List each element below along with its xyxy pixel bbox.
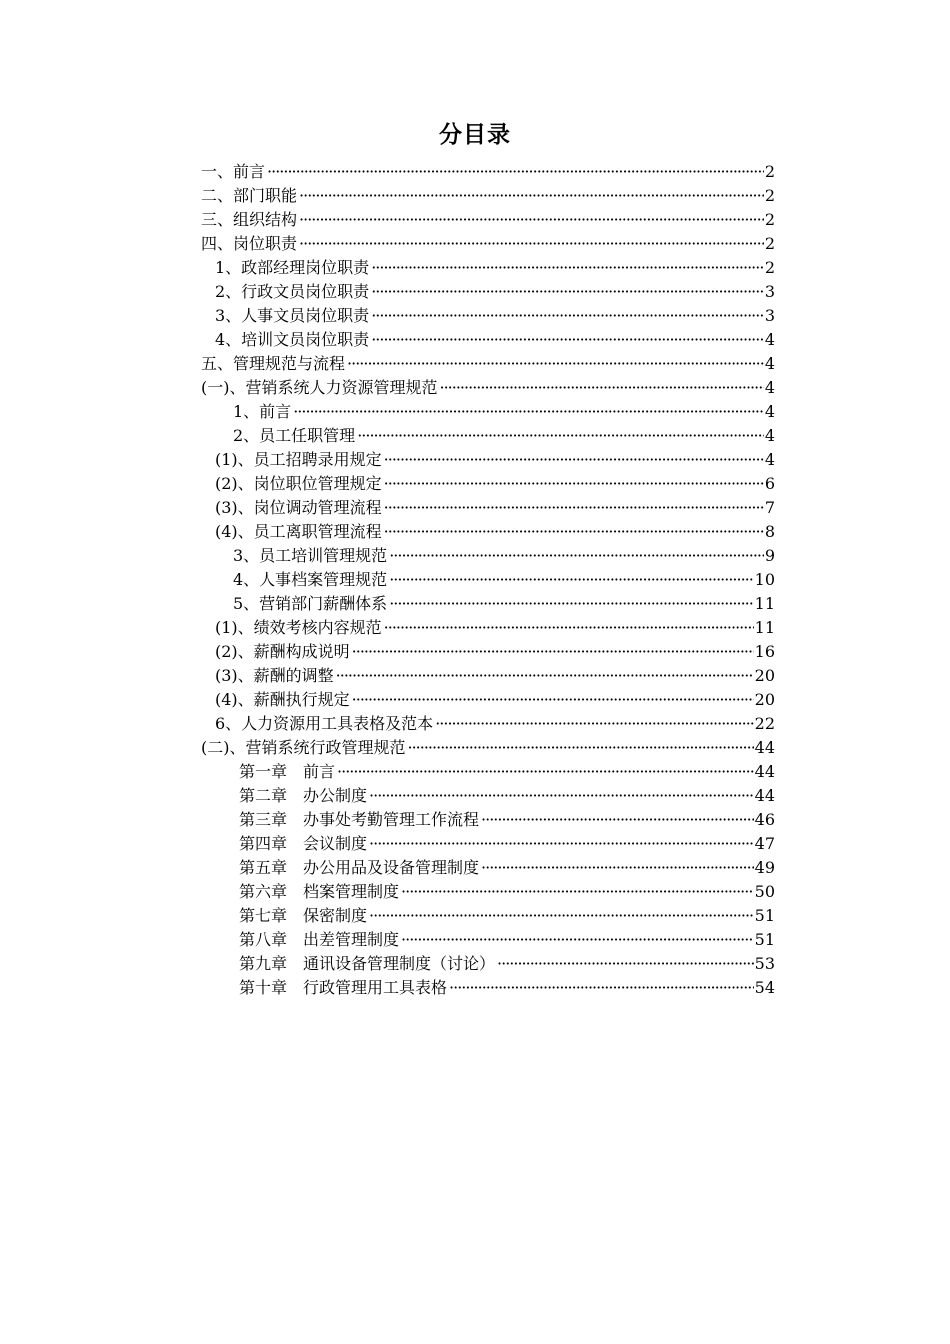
toc-entry[interactable] [201, 472, 775, 496]
toc-entry-text: 3、人事文员岗位职责 [215, 306, 370, 325]
toc-entry-text: 1、政部经理岗位职责 [215, 258, 370, 277]
toc-dot-leader [440, 376, 764, 400]
toc-dot-leader [369, 904, 754, 928]
toc-dot-leader [384, 472, 764, 496]
toc-page-number: 9 [764, 544, 775, 568]
toc-entry-label [239, 784, 369, 808]
toc-chapter-number: 第九章 [239, 954, 288, 973]
toc-entry-label [239, 856, 481, 880]
toc-page-number: 11 [754, 616, 775, 640]
toc-entry-text: 2、行政文员岗位职责 [215, 282, 370, 301]
toc-entry-label [239, 808, 481, 832]
toc-entry-label [201, 184, 299, 208]
toc-dot-leader [384, 496, 764, 520]
toc-entry-label [233, 400, 293, 424]
toc-entry-label [215, 616, 384, 640]
page-title: 分目录 [439, 121, 511, 148]
toc-entry-text: (1)、员工招聘录用规定 [215, 450, 382, 469]
toc-dot-leader [299, 232, 764, 256]
toc-entry-text: 出差管理制度 [303, 930, 400, 949]
toc-page-number: 2 [764, 256, 775, 280]
toc-dot-leader [347, 352, 764, 376]
toc-page-number: 47 [754, 832, 775, 856]
toc-page-number: 11 [754, 592, 775, 616]
toc-page-number: 22 [754, 712, 775, 736]
toc-page-number: 7 [764, 496, 775, 520]
toc-entry[interactable] [201, 640, 775, 664]
toc-chapter-number: 第三章 [239, 810, 288, 829]
toc-entry-label [239, 880, 401, 904]
toc-page-number: 3 [764, 304, 775, 328]
toc-chapter-number: 第一章 [239, 762, 288, 781]
toc-page-number: 20 [754, 688, 775, 712]
toc-entry[interactable] [201, 424, 775, 448]
toc-entry-label [215, 256, 371, 280]
toc-entry-text: (4)、员工离职管理流程 [215, 522, 382, 541]
toc-entry-text: 会议制度 [303, 834, 368, 853]
toc-entry[interactable] [201, 832, 775, 856]
toc-dot-leader [357, 424, 764, 448]
toc-entry-label [215, 304, 371, 328]
toc-entry[interactable] [201, 784, 775, 808]
toc-dot-leader [481, 856, 754, 880]
toc-entry-text: (2)、薪酬构成说明 [215, 642, 350, 661]
toc-entry[interactable] [201, 688, 775, 712]
toc-entry[interactable] [201, 568, 775, 592]
toc-entry[interactable] [201, 232, 775, 256]
toc-dot-leader [384, 616, 754, 640]
toc-entry-text: 办公用品及设备管理制度 [303, 858, 480, 877]
toc-entry[interactable] [201, 712, 775, 736]
toc-entry-label [239, 976, 449, 1000]
toc-entry-label [201, 160, 267, 184]
toc-entry-text: 5、营销部门薪酬体系 [233, 594, 388, 613]
toc-page-number: 54 [754, 976, 775, 1000]
toc-chapter-number: 第十章 [239, 978, 288, 997]
toc-entry-text: 3、员工培训管理规范 [233, 546, 388, 565]
toc-dot-leader [449, 976, 754, 1000]
toc-entry-label [215, 472, 384, 496]
toc-dot-leader [369, 832, 754, 856]
toc-dot-leader [389, 544, 764, 568]
toc-chapter-number: 第七章 [239, 906, 288, 925]
toc-entry[interactable] [201, 448, 775, 472]
toc-page-number: 2 [764, 208, 775, 232]
toc-page-number: 6 [764, 472, 775, 496]
toc-entry[interactable] [201, 304, 775, 328]
toc-entry[interactable] [201, 352, 775, 376]
toc-dot-leader [408, 736, 754, 760]
toc-dot-leader [401, 928, 754, 952]
toc-entry-text: 1、前言 [233, 402, 292, 421]
toc-entry-label [201, 352, 347, 376]
toc-page-number: 4 [764, 328, 775, 352]
toc-chapter-number: 第六章 [239, 882, 288, 901]
toc-page-number: 4 [764, 448, 775, 472]
toc-entry-label [215, 664, 336, 688]
toc-dot-leader [299, 184, 764, 208]
toc-entry-label [201, 208, 299, 232]
toc-entry-label [215, 640, 352, 664]
toc-dot-leader [371, 280, 764, 304]
toc-entry[interactable] [201, 616, 775, 640]
toc-entry-text: 前言 [303, 762, 336, 781]
toc-chapter-number: 第五章 [239, 858, 288, 877]
toc-entry-text: (3)、岗位调动管理流程 [215, 498, 382, 517]
toc-entry-text: (二)、营销系统行政管理规范 [201, 738, 406, 757]
toc-dot-leader [299, 208, 764, 232]
toc-entry-label [239, 832, 369, 856]
toc-entry[interactable] [201, 400, 775, 424]
toc-entry[interactable] [201, 736, 775, 760]
toc-page-number: 46 [754, 808, 775, 832]
toc-entry-text: 4、培训文员岗位职责 [215, 330, 370, 349]
toc-dot-leader [435, 712, 753, 736]
toc-entry-label [215, 496, 384, 520]
toc-entry-label [239, 904, 369, 928]
toc-dot-leader [352, 640, 754, 664]
toc-entry-label [233, 424, 357, 448]
toc-entry-text: (3)、薪酬的调整 [215, 666, 334, 685]
toc-entry[interactable] [201, 760, 775, 784]
table-of-contents [201, 160, 775, 1000]
toc-entry-label [215, 520, 384, 544]
toc-entry-text: (4)、薪酬执行规定 [215, 690, 350, 709]
toc-entry[interactable] [201, 664, 775, 688]
toc-entry-text: 二、部门职能 [201, 186, 298, 205]
toc-entry-text: 一、前言 [201, 162, 266, 181]
toc-page-number: 3 [764, 280, 775, 304]
toc-entry-text: 保密制度 [303, 906, 368, 925]
toc-entry[interactable] [201, 256, 775, 280]
toc-dot-leader [371, 328, 764, 352]
toc-entry[interactable] [201, 496, 775, 520]
toc-dot-leader [389, 592, 753, 616]
toc-dot-leader [336, 664, 754, 688]
toc-entry-label [201, 232, 299, 256]
toc-entry-text: 6、人力资源用工具表格及范本 [215, 714, 434, 733]
toc-entry[interactable] [201, 592, 775, 616]
toc-entry[interactable] [201, 544, 775, 568]
toc-page-number: 44 [754, 784, 775, 808]
toc-entry-text: (2)、岗位职位管理规定 [215, 474, 382, 493]
toc-entry[interactable] [201, 376, 775, 400]
toc-entry-text: 2、员工任职管理 [233, 426, 356, 445]
toc-entry[interactable] [201, 208, 775, 232]
toc-entry-label [215, 280, 371, 304]
toc-entry-label [215, 448, 384, 472]
toc-page-number: 2 [764, 232, 775, 256]
toc-entry[interactable] [201, 160, 775, 184]
toc-page-number: 4 [764, 352, 775, 376]
toc-entry-label [233, 592, 389, 616]
toc-page-number: 44 [754, 760, 775, 784]
toc-page-number: 2 [764, 160, 775, 184]
toc-dot-leader [337, 760, 754, 784]
toc-dot-leader [369, 784, 754, 808]
toc-entry-label [239, 952, 497, 976]
toc-page-number: 20 [754, 664, 775, 688]
toc-entry-label [215, 328, 371, 352]
toc-dot-leader [352, 688, 754, 712]
toc-entry-label [215, 688, 352, 712]
toc-chapter-number: 第二章 [239, 786, 288, 805]
toc-entry-text: 三、组织结构 [201, 210, 298, 229]
toc-entry-text: 档案管理制度 [303, 882, 400, 901]
toc-page-number: 4 [764, 376, 775, 400]
toc-page-number: 50 [754, 880, 775, 904]
toc-entry-label [201, 736, 408, 760]
toc-entry-label [233, 568, 389, 592]
toc-page-number: 51 [754, 904, 775, 928]
toc-entry[interactable] [201, 880, 775, 904]
toc-entry[interactable] [201, 328, 775, 352]
toc-chapter-number: 第四章 [239, 834, 288, 853]
toc-dot-leader [267, 160, 764, 184]
toc-entry-text: 行政管理用工具表格 [303, 978, 448, 997]
toc-entry-label [201, 376, 440, 400]
toc-entry[interactable] [201, 928, 775, 952]
toc-entry-label [233, 544, 389, 568]
toc-entry-text: 办事处考勤管理工作流程 [303, 810, 480, 829]
toc-dot-leader [371, 256, 764, 280]
toc-page-number: 16 [754, 640, 775, 664]
toc-page-number: 44 [754, 736, 775, 760]
toc-dot-leader [401, 880, 754, 904]
toc-dot-leader [293, 400, 764, 424]
toc-entry[interactable] [201, 808, 775, 832]
toc-entry-label [239, 760, 337, 784]
toc-entry-text: 4、人事档案管理规范 [233, 570, 388, 589]
toc-entry[interactable] [201, 184, 775, 208]
toc-entry[interactable] [201, 952, 775, 976]
toc-entry-label [215, 712, 435, 736]
toc-dot-leader [481, 808, 754, 832]
toc-page-number: 2 [764, 184, 775, 208]
toc-dot-leader [384, 448, 764, 472]
toc-entry-text: 四、岗位职责 [201, 234, 298, 253]
toc-page-number: 49 [754, 856, 775, 880]
toc-dot-leader [389, 568, 753, 592]
toc-entry-text: 通讯设备管理制度（讨论） [303, 954, 496, 973]
toc-entry[interactable] [201, 856, 775, 880]
toc-entry[interactable] [201, 976, 775, 1000]
toc-chapter-number: 第八章 [239, 930, 288, 949]
toc-entry-text: (1)、绩效考核内容规范 [215, 618, 382, 637]
toc-dot-leader [497, 952, 754, 976]
toc-page-number: 10 [754, 568, 775, 592]
toc-entry[interactable] [201, 520, 775, 544]
toc-page-number: 51 [754, 928, 775, 952]
toc-entry[interactable] [201, 904, 775, 928]
toc-page-number: 4 [764, 400, 775, 424]
toc-entry-text: 办公制度 [303, 786, 368, 805]
toc-entry-text: 五、管理规范与流程 [201, 354, 346, 373]
toc-entry-text: (一)、营销系统人力资源管理规范 [201, 378, 438, 397]
toc-dot-leader [384, 520, 764, 544]
toc-page-number: 4 [764, 424, 775, 448]
toc-page-number: 8 [764, 520, 775, 544]
toc-page-number: 53 [754, 952, 775, 976]
toc-dot-leader [371, 304, 764, 328]
toc-entry[interactable] [201, 280, 775, 304]
toc-entry-label [239, 928, 401, 952]
